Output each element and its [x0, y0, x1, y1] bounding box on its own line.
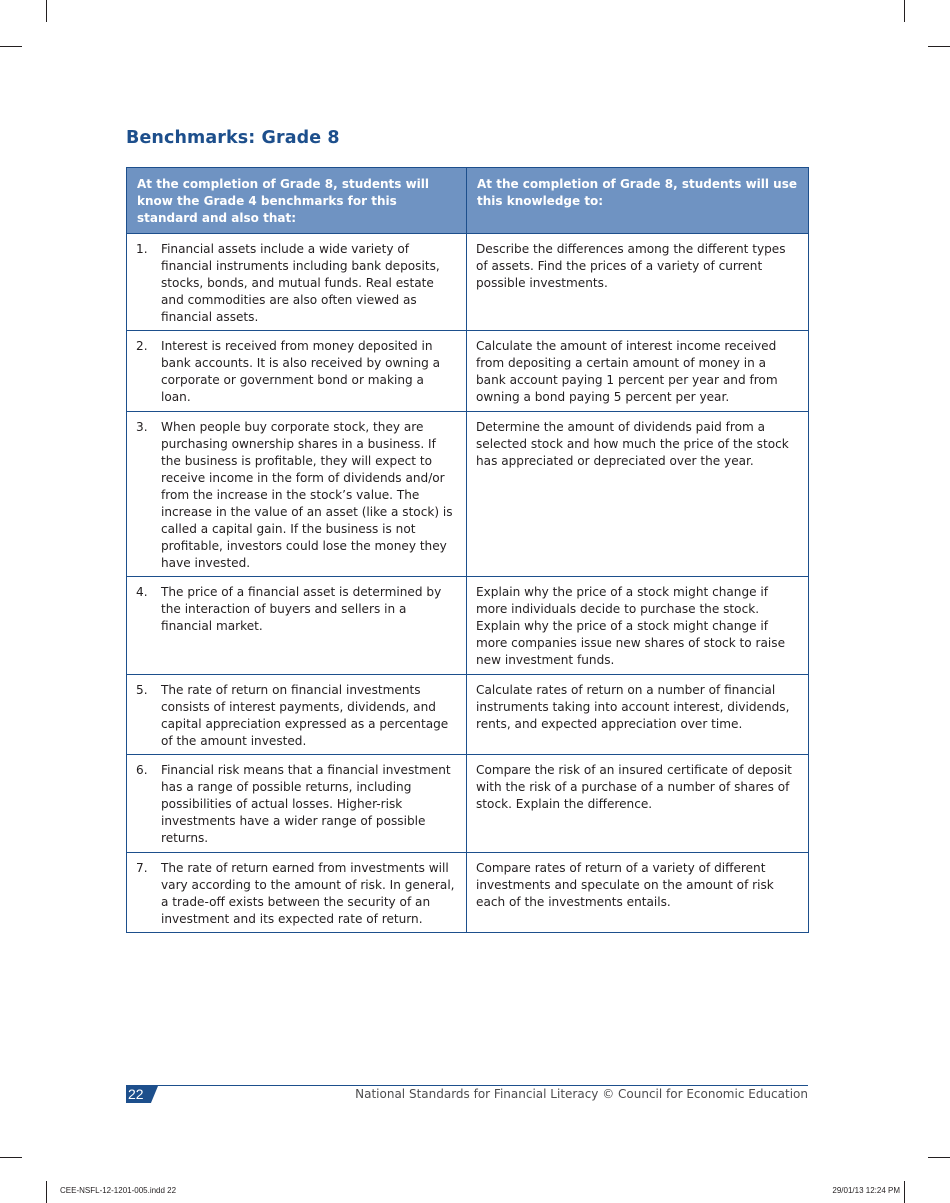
knowledge-cell — [127, 577, 467, 675]
knowledge-text: Financial risk means that a financial investment has a range of possible returns, including possibilities of actual losses. Higher-risk investments have a wider range of possible returns. — [161, 763, 451, 845]
item-number: 4. — [136, 585, 148, 599]
page-number: 22 — [128, 1086, 144, 1102]
table-row — [127, 577, 809, 675]
slug-datetime: 29/01/13 12:24 PM — [832, 1186, 900, 1195]
header-knowledge: At the completion of Grade 8, students will know the Grade 4 benchmarks for this standard and also that: — [127, 168, 467, 234]
use-cell: Explain why the price of a stock might change if more individuals decide to purchase the stock. Explain why the price of a stock might change if more companies issue new shares of stock to raise new investment funds. — [467, 577, 809, 675]
item-number: 7. — [136, 861, 148, 875]
use-cell: Calculate the amount of interest income received from depositing a certain amount of money in a bank account paying 1 percent per year and from owning a bond paying 5 percent per year. — [467, 331, 809, 412]
table-row — [127, 234, 809, 331]
item-number: 6. — [136, 763, 148, 777]
knowledge-text: Interest is received from money deposited in bank accounts. It is also received by owning a corporate or government bond or making a loan. — [161, 339, 441, 404]
crop-mark — [46, 1181, 47, 1203]
footer-rule — [126, 1085, 808, 1086]
knowledge-text: The price of a financial asset is determined by the interaction of buyers and sellers in a financial market. — [161, 585, 442, 633]
knowledge-cell — [127, 675, 467, 755]
table-row — [127, 755, 809, 853]
crop-mark — [928, 46, 950, 47]
item-number: 5. — [136, 683, 148, 697]
use-cell: Calculate rates of return on a number of financial instruments taking into account interest, dividends, rents, and expected appreciation over time. — [467, 675, 809, 755]
crop-mark — [0, 46, 22, 47]
knowledge-text: The rate of return on financial investments consists of interest payments, dividends, and capital appreciation expressed as a percentage of the amount invested. — [161, 683, 449, 748]
knowledge-cell — [127, 755, 467, 853]
use-cell: Determine the amount of dividends paid from a selected stock and how much the price of the stock has appreciated or depreciated over the year. — [467, 412, 809, 577]
knowledge-text: The rate of return earned from investments will vary according to the amount of risk. In general, a trade-off exists between the security of an investment and its expected rate of return. — [161, 861, 455, 926]
item-number: 1. — [136, 242, 148, 256]
knowledge-cell — [127, 412, 467, 577]
knowledge-cell — [127, 234, 467, 331]
use-cell: Compare rates of return of a variety of different investments and speculate on the amount of risk each of the investments entails. — [467, 853, 809, 933]
knowledge-cell — [127, 853, 467, 933]
crop-mark — [904, 0, 905, 22]
knowledge-text: Financial assets include a wide variety of financial instruments including bank deposits, stocks, bonds, and mutual funds. Real estate and commodities are also often viewed as financial assets. — [161, 242, 440, 324]
table-header-row — [127, 168, 809, 234]
crop-mark — [928, 1157, 950, 1158]
use-cell: Compare the risk of an insured certificate of deposit with the risk of a purchase of a number of shares of stock. Explain the difference. — [467, 755, 809, 853]
knowledge-text: When people buy corporate stock, they are purchasing ownership shares in a business. If the business is profitable, they will expect to receive income in the form of dividends and/or from the increase in the stock’s value. The increase in the value of an asset (like a stock) is called a capital gain. If the business is not profitable, investors could lose the money they have invested. — [161, 420, 453, 570]
crop-mark — [904, 1181, 905, 1203]
footer-text: National Standards for Financial Literacy © Council for Economic Education — [355, 1087, 808, 1101]
item-number: 3. — [136, 420, 148, 434]
table-row — [127, 853, 809, 933]
item-number: 2. — [136, 339, 148, 353]
table-row — [127, 675, 809, 755]
crop-mark — [46, 0, 47, 22]
header-use: At the completion of Grade 8, students will use this knowledge to: — [467, 168, 809, 234]
table-row — [127, 412, 809, 577]
knowledge-cell — [127, 331, 467, 412]
benchmarks-table — [126, 167, 809, 933]
page-title: Benchmarks: Grade 8 — [126, 128, 340, 148]
slug-file: CEE-NSFL-12-1201-005.indd 22 — [60, 1186, 177, 1195]
use-cell: Describe the differences among the different types of assets. Find the prices of a variety of current possible investments. — [467, 234, 809, 331]
crop-mark — [0, 1157, 22, 1158]
table-row — [127, 331, 809, 412]
